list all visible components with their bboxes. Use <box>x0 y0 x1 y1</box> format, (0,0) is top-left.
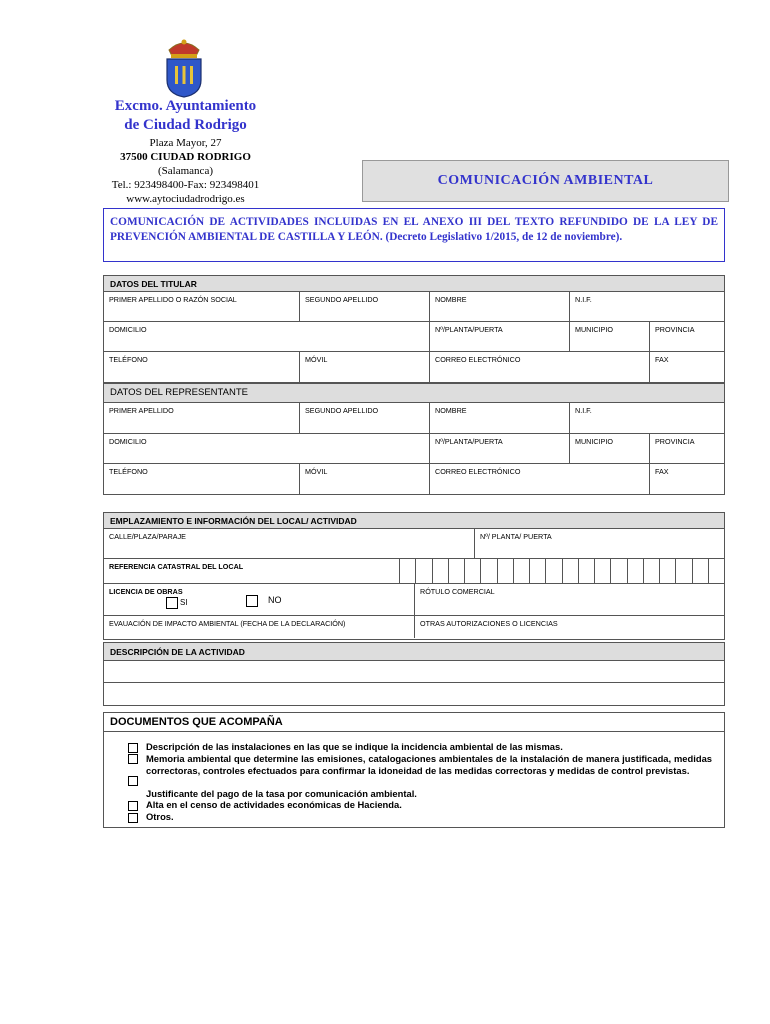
calle-field[interactable]: CALLE/PLAZA/PARAJE <box>109 532 186 541</box>
address-street: Plaza Mayor, 27 <box>149 137 222 149</box>
no-checkbox[interactable] <box>246 595 258 607</box>
doc-item-4: Alta en el censo de actividades económicas de Hacienda. <box>146 799 402 810</box>
si-checkbox[interactable] <box>166 597 178 609</box>
titular-nombre-field[interactable]: NOMBRE <box>429 292 569 321</box>
representante-title: DATOS DEL REPRESENTANTE <box>104 384 724 403</box>
intro-text: COMUNICACIÓN DE ACTIVIDADES INCLUIDAS EN EL ANEXO III DEL TEXTO REFUNDIDO DE LA LEY DE PREVENCIÓN AMBIENTAL DE CASTILLA Y LEÓN. (Decreto Legislativo 1/2015, de 12 de noviembre). <box>103 208 725 262</box>
representante-section <box>103 383 725 495</box>
address-phone: Tel.: 923498400-Fax: 923498401 <box>111 179 260 191</box>
documentos-section <box>103 712 725 828</box>
titular-section <box>103 275 725 383</box>
titular-municipio-field[interactable]: MUNICIPIO <box>569 322 649 351</box>
referencia-catastral-boxes[interactable] <box>399 559 724 583</box>
referencia-catastral-label: REFERENCIA CATASTRAL DEL LOCAL <box>109 562 244 571</box>
titular-provincia-field[interactable]: PROVINCIA <box>649 322 724 351</box>
coat-of-arms-icon <box>163 38 205 98</box>
doc-item-5: Otros. <box>146 811 174 822</box>
doc-item-1: Descripción de las instalaciones en las que se indique la incidencia ambiental de las mismas. <box>146 741 563 752</box>
titular-email-field[interactable]: CORREO ELECTRÓNICO <box>429 352 649 382</box>
descripcion-title: DESCRIPCIÓN DE LA ACTIVIDAD <box>104 643 724 661</box>
rep-telefono-field[interactable]: TELÉFONO <box>109 467 148 476</box>
rep-email-field[interactable]: CORREO ELECTRÓNICO <box>429 464 649 494</box>
titular-movil-field[interactable]: MÓVIL <box>299 352 429 382</box>
rep-municipio-field[interactable]: MUNICIPIO <box>569 434 649 463</box>
emplazamiento-section <box>103 512 725 640</box>
licencia-obras-label: LICENCIA DE OBRAS <box>109 587 183 596</box>
titular-domicilio-field[interactable]: DOMICILIO <box>109 325 147 334</box>
rep-apellido2-field[interactable]: SEGUNDO APELLIDO <box>299 403 429 433</box>
descripcion-line-1[interactable] <box>104 661 724 683</box>
rotulo-comercial-field[interactable]: RÓTULO COMERCIAL <box>414 584 724 615</box>
rep-nombre-field[interactable]: NOMBRE <box>429 403 569 433</box>
doc-checkbox-4[interactable] <box>128 801 138 811</box>
emplazamiento-title: EMPLAZAMIENTO E INFORMACIÓN DEL LOCAL/ ACTIVIDAD <box>104 513 724 529</box>
address-city: 37500 CIUDAD RODRIGO <box>120 151 251 163</box>
documentos-divider <box>104 731 724 732</box>
no-label: NO <box>268 595 282 605</box>
titular-planta-field[interactable]: Nº/PLANTA/PUERTA <box>429 322 569 351</box>
titular-nif-field[interactable]: N.I.F. <box>569 292 724 321</box>
doc-checkbox-3[interactable] <box>128 776 138 786</box>
address-province: (Salamanca) <box>158 165 213 177</box>
titular-title: DATOS DEL TITULAR <box>104 276 724 292</box>
rep-nif-field[interactable]: N.I.F. <box>569 403 724 433</box>
doc-checkbox-1[interactable] <box>128 743 138 753</box>
doc-checkbox-2[interactable] <box>128 754 138 764</box>
licencia-obras-cell <box>104 584 414 615</box>
org-name-line1: Excmo. Ayuntamiento <box>114 98 257 114</box>
document-title: COMUNICACIÓN AMBIENTAL <box>362 160 729 202</box>
rep-provincia-field[interactable]: PROVINCIA <box>649 434 724 463</box>
descripcion-line-2[interactable] <box>104 683 724 705</box>
rep-movil-field[interactable]: MÓVIL <box>299 464 429 494</box>
otras-autorizaciones-field[interactable]: OTRAS AUTORIZACIONES O LICENCIAS <box>414 616 724 638</box>
address-web: www.aytociudadrodrigo.es <box>126 193 245 205</box>
titular-apellido1-field[interactable]: PRIMER APELLIDO O RAZÓN SOCIAL <box>109 295 237 304</box>
doc-item-2: Memoria ambiental que determine las emisiones, catalogaciones ambientales de la instalación de manera justificada, medidas correctoras, controles efectuados para confirmar la idoneidad de las medidas correctoras y medidas de control previstas. <box>146 753 712 776</box>
descripcion-section <box>103 642 725 706</box>
titular-fax-field[interactable]: FAX <box>649 352 724 382</box>
evaluacion-impacto-field[interactable]: EVAUACIÓN DE IMPACTO AMBIENTAL (FECHA DE LA DECLARACIÓN) <box>109 619 346 628</box>
rep-fax-field[interactable]: FAX <box>649 464 724 494</box>
rep-apellido1-field[interactable]: PRIMER APELLIDO <box>109 406 174 415</box>
doc-item-3: Justificante del pago de la tasa por comunicación ambiental. <box>146 788 417 799</box>
doc-checkbox-5[interactable] <box>128 813 138 823</box>
rep-domicilio-field[interactable]: DOMICILIO <box>109 437 147 446</box>
rep-planta-field[interactable]: Nº/PLANTA/PUERTA <box>429 434 569 463</box>
planta-field[interactable]: Nº/ PLANTA/ PUERTA <box>474 529 724 558</box>
documentos-title: DOCUMENTOS QUE ACOMPAÑA <box>110 716 283 728</box>
titular-apellido2-field[interactable]: SEGUNDO APELLIDO <box>299 292 429 321</box>
org-name-line2: de Ciudad Rodrigo <box>124 117 247 133</box>
titular-telefono-field[interactable]: TELÉFONO <box>109 355 148 364</box>
si-label: SI <box>180 597 188 607</box>
